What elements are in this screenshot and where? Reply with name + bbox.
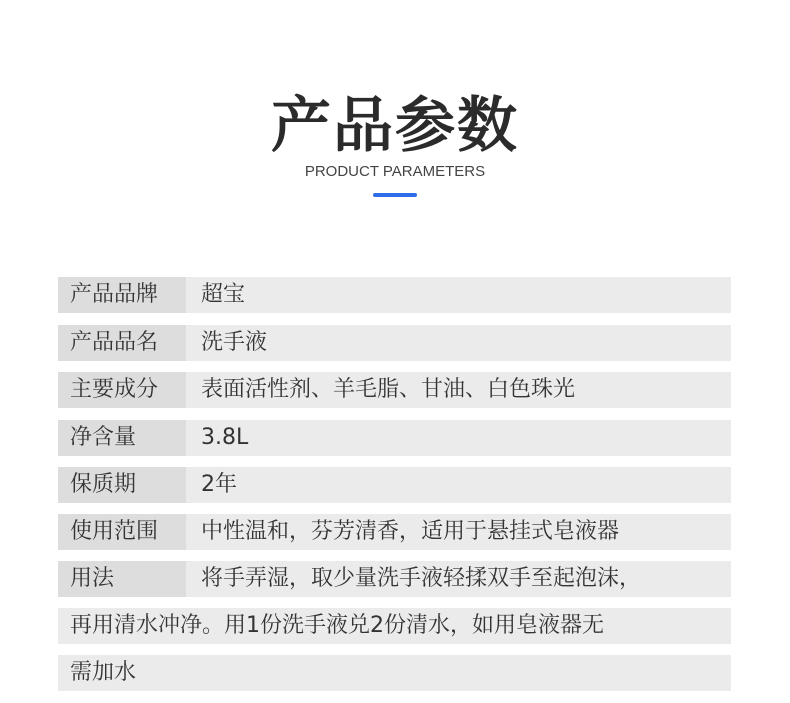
param-row-shelf-life [58, 467, 731, 503]
param-row-brand [58, 277, 731, 313]
continuation-text: 再用清水冲净。用1份洗手液兑2份清水，如用皂液器无 [70, 613, 604, 638]
param-value: 超宝 [201, 282, 246, 307]
param-label: 产品品牌 [58, 277, 186, 313]
param-value: 2年 [201, 472, 237, 497]
page-subtitle: PRODUCT PARAMETERS [304, 163, 486, 180]
continuation-text: 需加水 [70, 660, 137, 685]
param-row-usage-scope [58, 514, 731, 550]
param-value: 表面活性剂、羊毛脂、甘油、白色珠光 [201, 377, 576, 402]
param-label: 主要成分 [58, 372, 186, 408]
param-label: 保质期 [58, 467, 186, 503]
param-value: 将手弄湿，取少量洗手液轻揉双手至起泡沫， [201, 566, 642, 591]
param-row-ingredients [58, 372, 731, 408]
param-label: 产品品名 [58, 325, 186, 361]
directions-continuation-line [58, 608, 731, 644]
param-label: 净含量 [58, 420, 186, 456]
param-value: 洗手液 [201, 330, 268, 355]
directions-continuation-line [58, 655, 731, 691]
param-value: 3.8L [201, 425, 249, 450]
page-title: 产品参数 [271, 91, 519, 161]
param-label: 使用范围 [58, 514, 186, 550]
param-row-directions [58, 561, 731, 597]
param-row-product-name [58, 325, 731, 361]
param-label: 用法 [58, 561, 186, 597]
title-accent-bar [373, 193, 417, 197]
param-row-net-content [58, 420, 731, 456]
param-value: 中性温和，芬芳清香，适用于悬挂式皂液器 [201, 519, 620, 544]
